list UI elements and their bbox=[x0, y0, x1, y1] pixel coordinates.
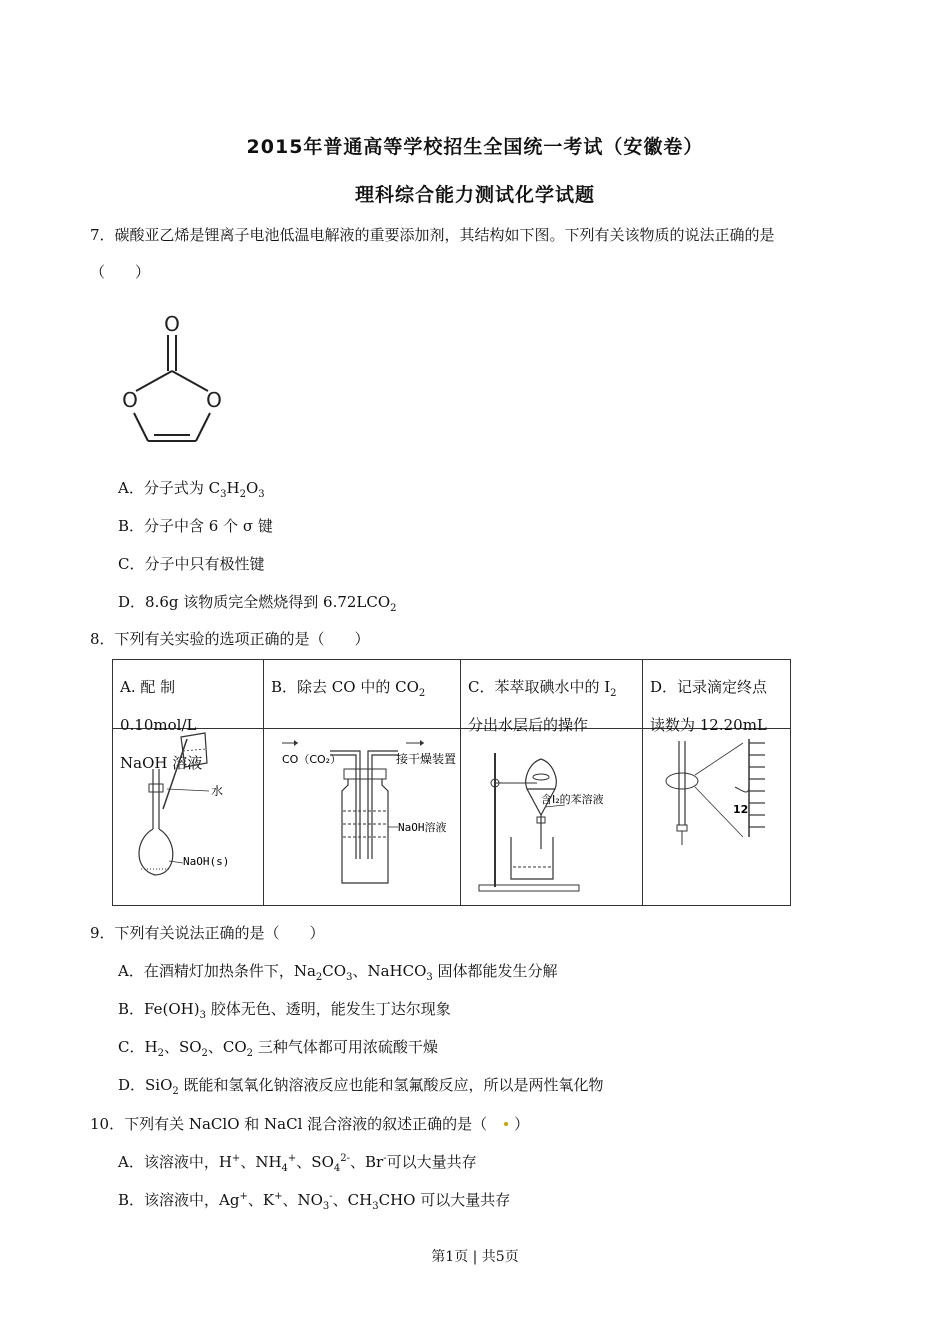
q10-option-a: A．该溶液中，H+、$NH_4^+$、$SO_4^{2-}$、Br-可以大量共存 bbox=[118, 1153, 477, 1174]
q9-option-a: A．在酒精灯加热条件下，$Na_2CO_3$、NaHCO$_3$ 固体都能发生分解 bbox=[118, 962, 558, 983]
atom-o-right: O bbox=[206, 388, 222, 412]
q8-diagram-c bbox=[461, 729, 643, 906]
page-footer: 第1页 | 共5页 bbox=[431, 1249, 519, 1265]
q10-stem: 10．下列有关 NaClO 和 NaCl 混合溶液的叙述正确的是（ ） bbox=[90, 1115, 530, 1133]
exam-title: 2015年普通高等学校招生全国统一考试（安徽卷） bbox=[246, 136, 704, 158]
yellow-dot-mark bbox=[504, 1122, 508, 1126]
label-water: 水 bbox=[211, 784, 224, 798]
q7-option-b: B．分子中含 6 个 σ 键 bbox=[118, 517, 273, 535]
q8-cell-d-text: D．记录滴定终点 读数为 12.20mL bbox=[643, 660, 791, 729]
label-iodine-benzene: 含I₂的苯溶液 bbox=[541, 793, 604, 806]
q7-blank: （ ） bbox=[90, 263, 151, 281]
vinylene-carbonate-structure bbox=[110, 305, 240, 455]
q9-option-b: B．$Fe(OH)_3$ 胶体无色、透明，能发生丁达尔现象 bbox=[118, 1000, 451, 1021]
label-naoh-solution: NaOH溶液 bbox=[398, 821, 447, 834]
q7-option-c: C．分子中只有极性键 bbox=[118, 555, 265, 573]
q8-cell-a-text: A. 配 制 0.10mol/L NaOH 溶液 bbox=[113, 660, 264, 729]
q7-option-a: A．分子式为 $C_3H_2O_3$ bbox=[118, 479, 265, 500]
q10-option-b: B．该溶液中，Ag+、K+、$NO_3^-$、$CH_3CHO$ 可以大量共存 bbox=[118, 1191, 511, 1212]
q8-stem: 8．下列有关实验的选项正确的是（ ） bbox=[90, 630, 370, 648]
label-naoh-solid: NaOH(s) bbox=[183, 855, 230, 868]
q7-option-d: D．8.6g 该物质完全燃烧得到 $6.72LCO_2$ bbox=[118, 593, 397, 614]
q8-experiment-table bbox=[112, 659, 791, 906]
q8-diagram-d bbox=[643, 729, 791, 906]
exam-subtitle: 理科综合能力测试化学试题 bbox=[354, 184, 595, 206]
atom-o-top: O bbox=[164, 312, 180, 336]
q9-option-d: D．SiO$_2$ 既能和氢氧化钠溶液反应也能和氢氟酸反应，所以是两性氧化物 bbox=[118, 1076, 604, 1097]
q8-cell-b-text: B．除去 CO 中的 $CO_2$ bbox=[264, 660, 461, 729]
q7-stem: 7．碳酸亚乙烯是锂离子电池低温电解液的重要添加剂，其结构如下图。下列有关该物质的说法正确的是 bbox=[90, 226, 775, 244]
label-burette-12: 12 bbox=[733, 803, 749, 816]
q8-diagram-a bbox=[113, 729, 264, 906]
label-co-co2: CO（CO₂） bbox=[282, 753, 342, 766]
q9-option-c: C．$H_2$、$SO_2$、$CO_2$ 三种气体都可用浓硫酸干燥 bbox=[118, 1038, 438, 1059]
label-to-dryer: 接干燥装置 bbox=[396, 752, 457, 766]
q8-cell-c-text: C．苯萃取碘水中的 $I_2$ 分出水层后的操作 bbox=[461, 660, 643, 729]
q8-diagram-b bbox=[264, 729, 461, 906]
atom-o-left: O bbox=[122, 388, 138, 412]
q9-stem: 9．下列有关说法正确的是（ ） bbox=[90, 924, 325, 942]
